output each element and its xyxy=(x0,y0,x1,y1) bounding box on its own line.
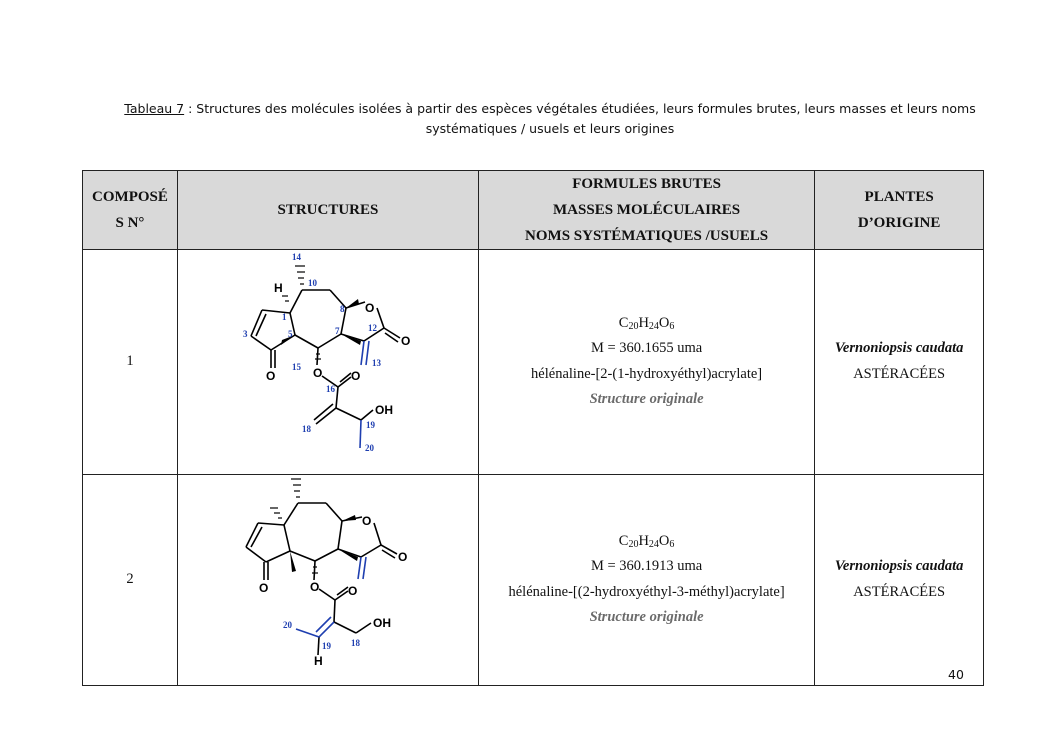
atom-oh: OH xyxy=(374,403,393,417)
header-compose-line2: S N° xyxy=(115,215,145,231)
page-number: 40 xyxy=(948,667,964,682)
atom-o-ring: O xyxy=(364,301,375,315)
locant: 13 xyxy=(371,358,381,368)
caption-label: Tableau 7 xyxy=(124,101,185,116)
locant: 12 xyxy=(367,323,377,333)
locant: 7 xyxy=(334,326,340,336)
table-row xyxy=(83,474,984,686)
header-formules-line2: MASSES MOLÉCULAIRES xyxy=(553,202,741,218)
header-structures: STRUCTURES xyxy=(177,171,478,250)
header-plantes-line1: PLANTES xyxy=(864,189,934,205)
formula-cell xyxy=(478,474,814,686)
structure-1-diagram xyxy=(178,250,478,464)
header-formules-line3: NOMS SYSTÉMATIQUES /USUELS xyxy=(525,228,769,244)
compound-name: hélénaline-[(2-hydroxyéthyl-3-méthyl)acrylate] xyxy=(508,583,785,600)
locant: 5 xyxy=(287,329,293,339)
compound-number: 1 xyxy=(83,250,178,475)
locant: 14 xyxy=(291,252,301,262)
header-compose-line1: COMPOSÉ xyxy=(92,189,168,205)
locant: 18 xyxy=(301,424,311,434)
locant: 20 xyxy=(282,619,292,630)
structure-2-diagram xyxy=(178,475,478,676)
table-row xyxy=(83,250,984,475)
plant-name: Vernoniopsis caudata xyxy=(834,558,964,575)
header-formules xyxy=(478,171,814,250)
plant-name: Vernoniopsis caudata xyxy=(834,340,964,357)
compounds-table xyxy=(82,170,984,686)
structure-cell xyxy=(177,250,478,475)
header-formules-line1: FORMULES BRUTES xyxy=(572,176,721,192)
table-caption xyxy=(100,99,1000,139)
molecular-formula: $C_{20}H_{24}O_6$ xyxy=(618,314,675,332)
origin-cell xyxy=(815,474,984,686)
locant: 16 xyxy=(325,384,335,394)
molecular-mass: M = 360.1655 uma xyxy=(590,340,703,357)
compound-name: hélénaline-[2-(1-hydroxyéthyl)acrylate] xyxy=(531,365,763,382)
locant: 10 xyxy=(307,278,317,288)
atom-o-carbonyl: O xyxy=(347,583,358,598)
locant: 1 xyxy=(281,312,287,322)
atom-o-ring: O xyxy=(361,513,372,528)
atom-h: H xyxy=(273,281,283,295)
plant-family: ASTÉRACÉES xyxy=(853,583,946,600)
header-compose xyxy=(83,171,178,250)
header-plantes xyxy=(815,171,984,250)
atom-o-ketone: O xyxy=(258,580,269,595)
header-plantes-line2: D’ORIGINE xyxy=(857,215,941,231)
structure-cell xyxy=(177,474,478,686)
atom-o-lactone: O xyxy=(397,549,408,564)
compound-number: 2 xyxy=(83,474,178,686)
locant: 8 xyxy=(339,304,345,314)
molecular-formula: $C_{20}H_{24}O_6$ xyxy=(618,532,675,550)
locant: 15 xyxy=(291,362,301,372)
locant: 19 xyxy=(321,640,331,651)
locant: 19 xyxy=(365,420,375,430)
locant: 20 xyxy=(364,443,374,453)
atom-o-lactone: O xyxy=(400,334,411,348)
origin-cell xyxy=(815,250,984,475)
atom-oh: OH xyxy=(372,615,391,630)
atom-h: H xyxy=(313,653,323,668)
caption-text: : Structures des molécules isolées à partir des espèces végétales étudiées, leurs formules brutes, leurs masses et leurs noms systématiques / usuels et leurs origines xyxy=(184,101,976,136)
atom-o-ester: O xyxy=(312,366,323,380)
plant-family: ASTÉRACÉES xyxy=(853,365,946,382)
locant: 3 xyxy=(242,329,248,339)
locant: 18 xyxy=(350,637,360,648)
atom-o-ketone: O xyxy=(265,369,276,383)
structure-note: Structure originale xyxy=(589,609,704,626)
atom-o-ester: O xyxy=(309,579,320,594)
molecular-mass: M = 360.1913 uma xyxy=(590,558,703,575)
header-row xyxy=(83,171,984,250)
formula-cell xyxy=(478,250,814,475)
structure-note: Structure originale xyxy=(589,391,704,408)
atom-o-carbonyl: O xyxy=(350,369,361,383)
